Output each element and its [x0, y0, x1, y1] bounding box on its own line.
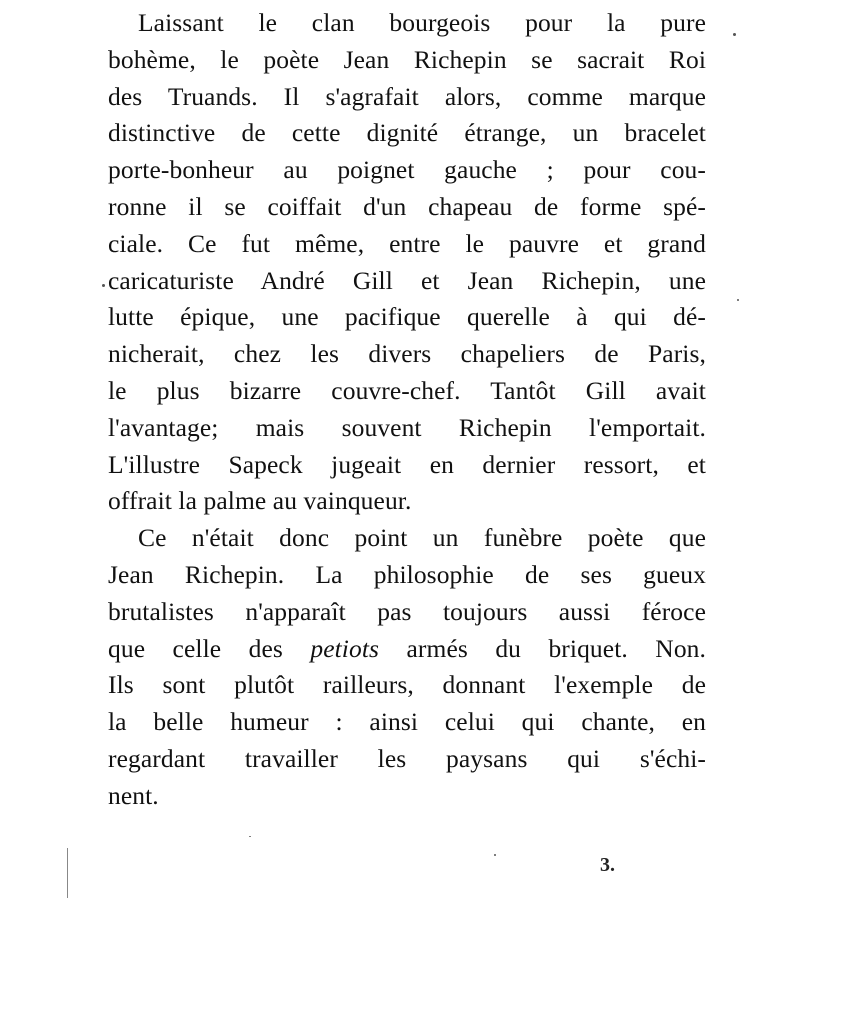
text-line: brutalistes n'apparaît pas toujours aussi féroce	[108, 596, 706, 626]
text-line: Ils sont plutôt railleurs, donnant l'exemple de	[108, 670, 706, 700]
scan-artifact-line	[67, 848, 68, 898]
text-line: l'avantage; mais souvent Richepin l'emportait.	[108, 412, 706, 442]
text-line: L'illustre Sapeck jugeait en dernier ressort, et	[108, 449, 706, 479]
scan-speck	[249, 836, 251, 837]
signature-mark: 3.	[600, 854, 615, 876]
text-line: porte-bonheur au poignet gauche ; pour cou-	[108, 155, 706, 185]
text-line: Ce n'était donc point un funèbre poète que	[138, 523, 706, 553]
text-line-with-italic	[108, 631, 706, 668]
text-line: des Truands. Il s'agrafait alors, comme marque	[108, 81, 706, 111]
scan-speck	[102, 284, 105, 287]
text-line: Jean Richepin. La philosophie de ses gueux	[108, 559, 706, 589]
text-line: ciale. Ce fut même, entre le pauvre et grand	[108, 228, 706, 258]
scan-speck	[494, 854, 496, 856]
text-line: ronne il se coiffait d'un chapeau de forme spé-	[108, 191, 706, 221]
text-line: distinctive de cette dignité étrange, un bracelet	[108, 118, 706, 148]
text-run: que celle des	[108, 633, 311, 663]
text-line: offrait la palme au vainqueur.	[108, 486, 412, 516]
text-run: armés du briquet. Non.	[379, 633, 706, 663]
italic-word: petiots	[310, 633, 380, 663]
scan-speck	[737, 299, 739, 301]
text-line: le plus bizarre couvre-chef. Tantôt Gill avait	[108, 375, 706, 405]
text-line: la belle humeur : ainsi celui qui chante, en	[108, 707, 706, 737]
text-line: lutte épique, une pacifique querelle à qui dé-	[108, 302, 706, 332]
text-line: bohème, le poète Jean Richepin se sacrait Roi	[108, 44, 706, 74]
text-line: regardant travailler les paysans qui s'échi-	[108, 743, 706, 773]
body-text	[108, 5, 706, 815]
scan-speck	[733, 33, 736, 36]
text-line: Laissant le clan bourgeois pour la pure	[138, 8, 706, 37]
text-line: caricaturiste André Gill et Jean Richepin, une	[108, 265, 706, 295]
text-line: nent.	[108, 780, 159, 810]
text-line: nicherait, chez les divers chapeliers de Paris,	[108, 339, 706, 369]
